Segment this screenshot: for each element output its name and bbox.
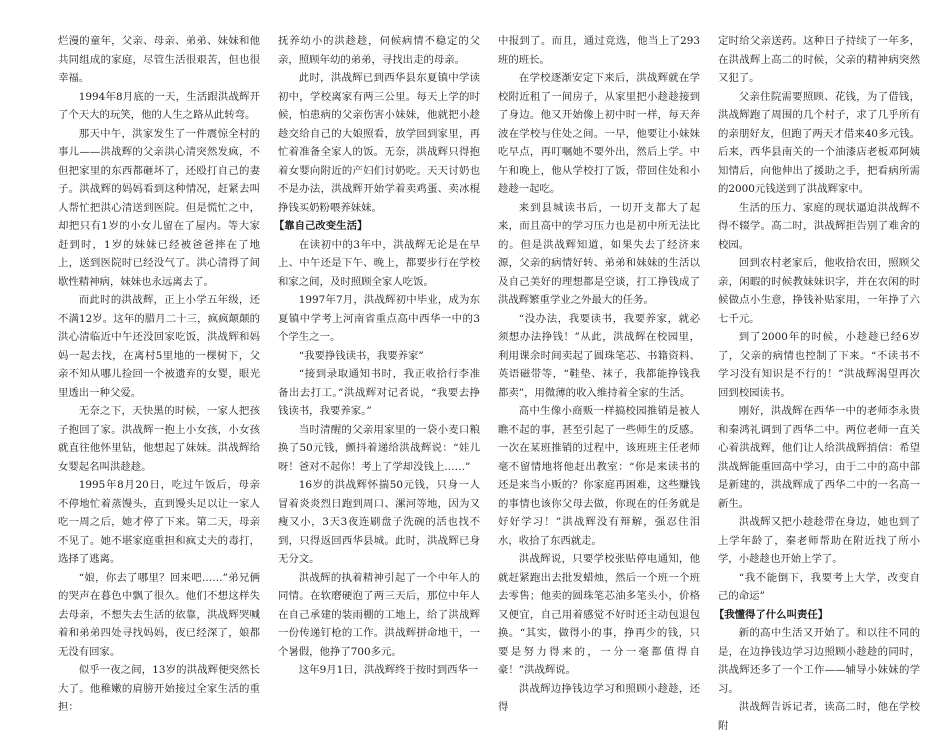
paragraph: 洪战辉说，只要学校张贴停电通知，他就赶紧跑出去批发蜡烛，然后一个班一个班去零售；他卖的圆珠笔芯油多笔头小，价格又便宜，自己用着感觉不好时还主动包退包换。“其实，做得小的事，挣再少的钱，只要是努力得来的，一分一毫都值得自豪！”洪战辉说。 [498,553,700,676]
paragraph: 在读初中的3年中，洪战辉无论是在早上、中午还是下午、晚上，都要步行在学校和家之间，及时照顾全家人吃饭。 [278,238,480,288]
section-heading: 【靠自己改变生活】 [273,220,368,232]
paragraph: “我要挣钱读书，我要养家” [298,349,424,362]
paragraph: 16岁的洪战辉怀揣50元钱，只身一人冒着炎炎烈日跑到周口、漯河等地，因为又瘦又小，3天3夜连刷盘子洗碗的活也找不到，只得返回西华县城。此时，洪战辉已身无分文。 [278,479,480,565]
paragraph: 而此时的洪战辉，正上小学五年级，还不满12岁。这年的腊月二十三，疯疯颠颠的洪心清临近中午还没回家吃饭，洪战辉和妈妈一起去找，在离村5里地的一棵树下，父亲不知从哪儿捡回一个被遗弃的女婴，眼光里透出一种父爱。 [58,294,260,399]
paragraph: 1994年8月底的一天，生活跟洪战辉开了个天大的玩笑，他的人生之路从此转弯。 [58,90,260,121]
paragraph: 在学校逐渐安定下来后，洪战辉就在学校附近租了一间房子，从家里把小趁趁接到了身边。他又开始像上初中时一样，每天奔波在学校与住处之间。一早，他要让小妹妹吃早点，再叮嘱她不要外出，然后上学。中午和晚上，他从学校打了饭，带回住处和小趁趁一起吃。 [498,72,700,195]
paragraph: 这年9月1日，洪战辉终于按时到西华一 [298,664,479,676]
paragraph: 此时，洪战辉已到西华县东夏镇中学读初中，学校离家有两三公里。每天上学的时候，怕患病的父亲伤害小妹妹，他就把小趁趁交给自己的大娘照看，放学回到家里，再忙着准备全家人的饭。无奈，洪战辉只得抱着女婴向附近的产妇们讨奶吃。天天讨奶也不是办法，洪战辉开始学着卖鸡蛋、卖冰棍挣钱买奶粉喂养妹妹。 [278,72,480,214]
text-column-3 [498,32,700,713]
paragraph: 洪战辉又把小趁趁带在身边，她也到了上学年龄了，秦老师帮助在附近找了所小学，小趁趁也开始上学了。 [718,516,920,565]
paragraph: 生活的压力、家庭的现状逼迫洪战辉不得不辍学。高二时，洪战辉拒告别了难舍的校园。 [718,201,920,251]
text-column-2 [273,32,480,676]
section-heading: 【我懂得了什么叫责任】 [713,608,829,621]
paragraph: “没办法，我要读书，我要养家，就必须想办法挣钱！”从此，洪战辉在校园里，利用课余时间卖起了圆珠笔芯、书籍资料、英语磁带等，“鞋垫、袜子，我都能挣钱我都卖”，用微薄的收入维持着全家的生活。 [498,312,700,399]
text-column-4 [713,32,920,732]
paragraph: 1995年8月20日，吃过午饭后，母亲不停地忙着蒸馒头，直到馒头足以让一家人吃一周之后，她才停了下来。第二天，母亲不见了。她不堪家庭重担和疯丈夫的毒打，选择了逃离。 [58,479,260,565]
paragraph: 新的高中生活又开始了。和以往不同的是，在边挣钱边学习边照顾小趁趁的同时，洪战辉还多了一个工作——辅导小妹妹的学习。 [718,627,920,695]
paragraph: 洪战辉边挣钱边学习和照顾小趁趁，还得 [498,682,700,713]
paragraph: 定时给父亲送药。这种日子持续了一年多，在洪战辉上高二的时候，父亲的精神病突然又犯了。 [718,35,920,84]
paragraph: 刚好，洪战辉在西华一中的老师李永贵和秦鸿礼调到了西华二中。两位老师一直关心着洪战辉，他们让人给洪战辉捎信：希望洪战辉能重回高中学习，由于二中的高中部是新建的，洪战辉成了西华二中的一名高一新生。 [718,405,920,510]
paragraph: 父亲住院需要照顾、花钱，为了借钱，洪战辉跑了周围的几个村子，求了几乎所有的亲朋好友，但跑了两天才借来40多元钱。后来，西华县南关的一个油漆店老板邓阿姨知情后，向他伸出了援助之手，把看病所需的2000元钱送到了洪战辉家中。 [718,90,920,195]
paragraph: “接到录取通知书时，我正收拾行李准备出去打工。”洪战辉对记者说，“我要去挣钱读书，我要养家。” [278,368,480,417]
paragraph: 中报到了。而且，通过竞选，他当上了293班的班长。 [498,35,700,66]
paragraph: 似乎一夜之间，13岁的洪战辉便突然长大了。他稚嫩的肩膀开始接过全家生活的重担： [58,664,260,713]
paragraph: 到了2000年的时候，小趁趁已经6岁了，父亲的病情也控制了下来。“不读书不学习没有知识是不行的！”洪战辉渴望再次回到校园读书。 [718,331,920,399]
paragraph: “我不能倒下，我要考上大学，改变自己的命运” [718,571,920,602]
paragraph: 烂漫的童年，父亲、母亲、弟弟、妹妹和他共同组成的家庭，尽管生活很艰苦，但也很幸福。 [58,35,260,84]
paragraph: 抚养幼小的洪趁趁，伺候病情不稳定的父亲，照顾年幼的弟弟，寻找出走的母亲。 [278,35,480,66]
paragraph: 来到县城读书后，一切开支都大了起来，而且高中的学习压力也是初中所无法比的。但是洪战辉知道，如果失去了经济来源，父亲的病情好转、弟弟和妹妹的生活以及自己美好的理想都是空谈，打工挣钱成了洪战辉繁重学业之外最大的任务。 [498,201,700,306]
paragraph: “娘，你去了哪里？回来吧……”弟兄俩的哭声在暮色中飘了很久。他们不想这样失去母亲，不想失去生活的依靠，洪战辉哭喊着和弟弟四处寻找妈妈，夜已经深了，娘都无没有回家。 [58,571,260,658]
paragraph: 洪战辉的执着精神引起了一个中年人的同情。在软磨硬泡了两三天后，那位中年人在自己承建的装雨棚的工地上，给了洪战辉一份传递钉枪的工作。洪战辉拼命地干，一个暑假，他挣了700多元。 [278,571,480,658]
paragraph: 回到农村老家后，他收拾农田，照顾父亲，闲暇的时候教妹妹识字，并在农闲的时候做点小生意，挣钱补贴家用，一年挣了六七千元。 [718,257,920,325]
paragraph: 那天中午，洪家发生了一件震惊全村的事儿——洪战辉的父亲洪心清突然发疯，不但把家里的东西都砸坏了，还殴打自己的妻子。洪战辉的妈妈看到这种情况，赶紧去叫人帮忙把洪心清送到医院。但是慌忙之中，却把只有1岁的小女儿留在了屋内。等大家赶到时，1岁的妹妹已经被爸爸摔在了地上，送到医院时已经没气了。洪心清得了间歇性精神病，妹妹也永远离去了。 [58,127,260,288]
paragraph: 无奈之下，天快黑的时候，一家人把孩子抱回了家。洪战辉一抱上小女孩，小女孩就直往他怀里钻，他想起了妹妹。洪战辉给女婴起名叫洪趁趁。 [58,405,260,473]
paragraph: 洪战辉告诉记者，读高二时，他在学校附 [718,701,920,732]
paragraph: 当时清醒的父亲用家里的一袋小麦口粮换了50元钱，颤抖着递给洪战辉说：“娃儿呀！爸对不起你！考上了学却没钱上……” [278,423,480,473]
paragraph: 高中生像小商贩一样搞校园推销是被人瞧不起的事，甚至引起了一些师生的反感。一次在某班推销的过程中，该班班主任老师毫不留情地将他赶出教室：“你是来读书的还是来当小贩的？你家庭再困难，这些赚钱的事情也该你父母去做，你现在的任务就是好好学习！”洪战辉没有辩解，强忍住泪水，收拾了东西就走。 [498,405,700,547]
paragraph: 1997年7月，洪战辉初中毕业，成为东夏镇中学考上河南省重点高中西华一中的3个学生之一。 [278,294,480,343]
text-column-1 [58,32,260,713]
